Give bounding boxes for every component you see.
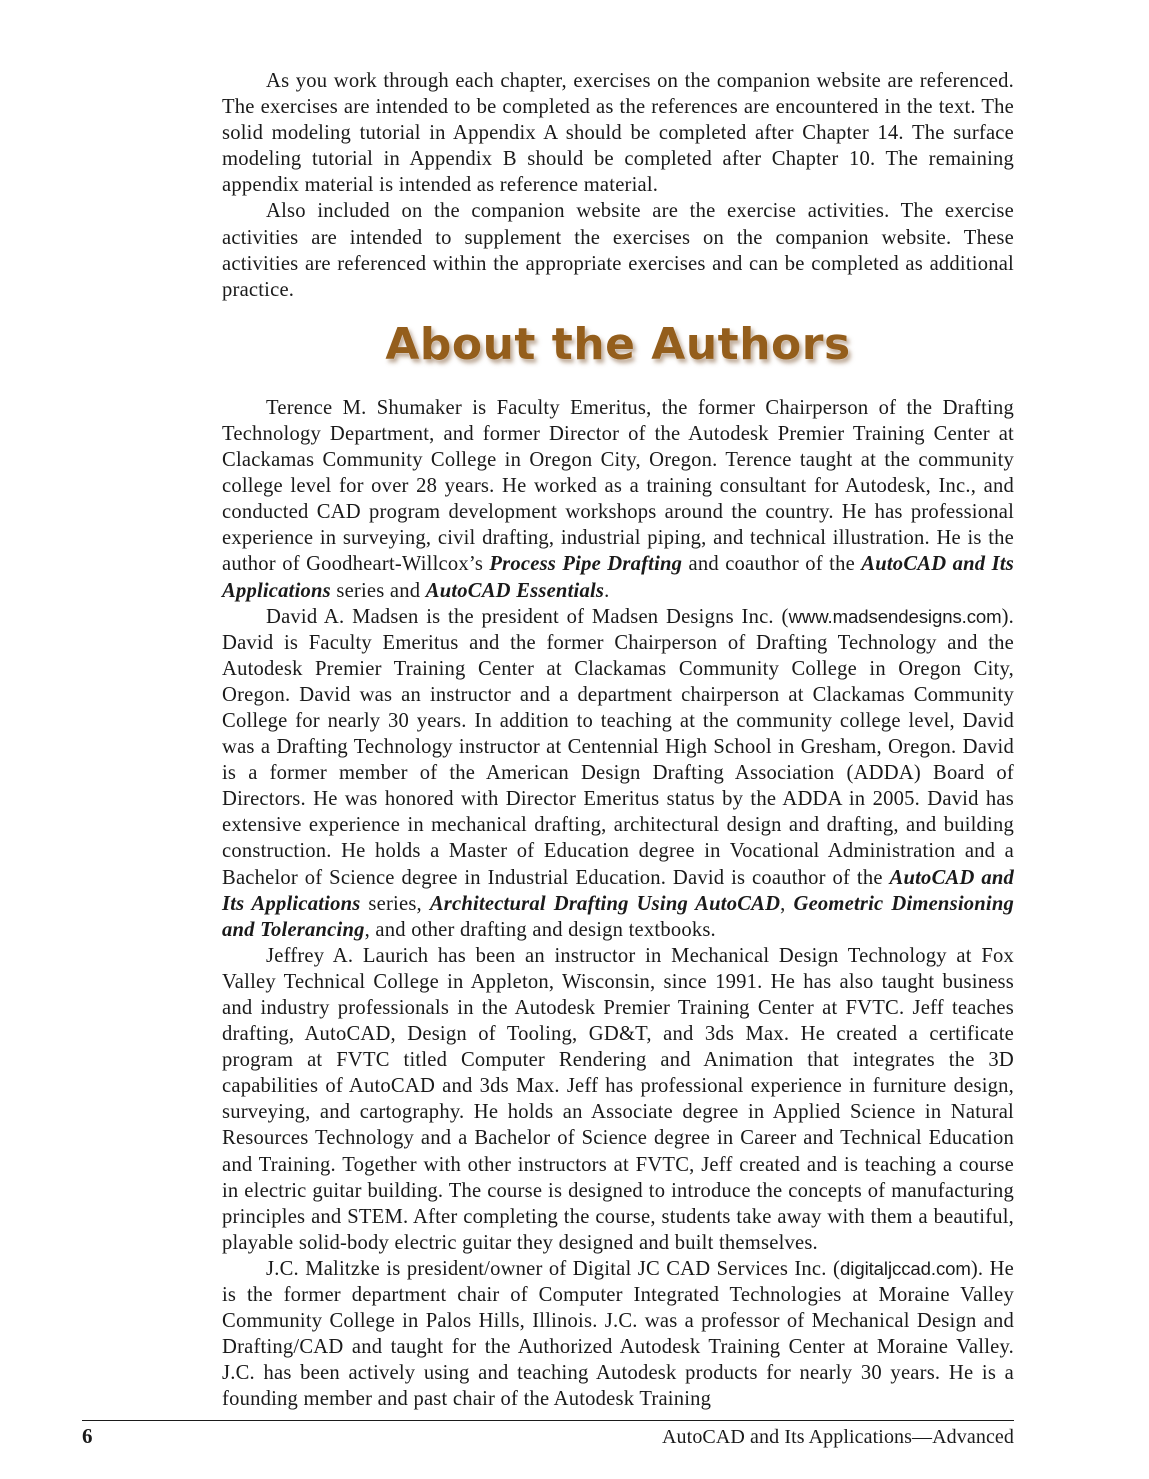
footer-row bbox=[82, 1424, 1014, 1449]
footer-divider bbox=[82, 1420, 1014, 1421]
madsen-text-part-4: , bbox=[780, 892, 794, 915]
madsen-book-title-2: Architectural Drafting Using AutoCAD bbox=[429, 892, 781, 915]
author-paragraph-shumaker bbox=[222, 395, 1014, 604]
madsen-book-title-1: AutoCAD and Its Applications bbox=[222, 866, 1015, 915]
shumaker-book-title-1: Process Pipe Drafting bbox=[489, 553, 683, 576]
author-paragraph-madsen bbox=[222, 604, 1014, 943]
about-the-authors-heading-block bbox=[222, 303, 1014, 395]
malitzke-text-part-2: ). He is the former department chair of Computer Integrated Technologies at Moraine Valley Community College in Palos Hills, Illinois. J.C. was a professor of Mechanical Design and Drafting/CAD and taught for the Authorized Autodesk Training Center at Moraine Valley. J.C. has been actively using and teaching Autodesk products for nearly 30 years. He is a founding member and past chair of the Autodesk Training bbox=[222, 1257, 1014, 1411]
madsen-book-title-3: Geometric Dimensioning and Tolerancing bbox=[222, 892, 1014, 941]
madsen-text-part-3: series, bbox=[360, 892, 430, 915]
shumaker-text-part-1: Terence M. Shumaker is Faculty Emeritus, the former Chairperson of the Drafting Technology Department, and former Director of the Autodesk Premier Training Center at Clackamas Community College in Oregon City, Oregon. Terence taught at the community college level for over 28 years. He worked as a training consultant for Autodesk, Inc., and conducted CAD program development workshops around the country. He has professional experience in surveying, civil drafting, industrial piping, and technical illustration. He is the author of Goodheart-Willcox’s bbox=[222, 396, 1014, 576]
shumaker-book-title-3: AutoCAD Essentials bbox=[425, 579, 605, 602]
madsen-website-url[interactable]: www.madsendesigns.com bbox=[788, 605, 1002, 627]
running-footer-title: AutoCAD and Its Applications—Advanced bbox=[662, 1426, 1014, 1448]
page-footer bbox=[82, 1420, 1014, 1449]
intro-paragraph-2: Also included on the companion website are the exercise activities. The exercise activities are intended to supplement the exercises on the companion website. These activities are referenced within the appropriate exercises and can be completed as additional practice. bbox=[222, 200, 1014, 301]
shumaker-text-part-2: and coauthor of the bbox=[682, 553, 862, 576]
author-paragraph-malitzke bbox=[222, 1256, 1014, 1413]
page-content-column bbox=[222, 68, 1014, 1413]
madsen-text-part-2: ). David is Faculty Emeritus and the former Chairperson of Drafting Technology and the Autodesk Premier Training Center at Clackamas Community College in Oregon City, Oregon. David was an instructor and a department chairperson at Clackamas Community College for nearly 30 years. In addition to teaching at the community college level, David was a Drafting Technology instructor at Centennial High School in Gresham, Oregon. David is a former member of the American Design Drafting Association (ADDA) Board of Directors. He was honored with Director Emeritus status by the ADDA in 2005. David has extensive experience in mechanical drafting, architectural design and drafting, and building construction. He holds a Master of Education degree in Vocational Administration and a Bachelor of Science degree in Industrial Education. David is coauthor of the bbox=[222, 605, 1014, 889]
page-number: 6 bbox=[82, 1424, 93, 1448]
author-paragraph-laurich: Jeffrey A. Laurich has been an instructor in Mechanical Design Technology at Fox Valley Technical College in Appleton, Wisconsin, since 1991. He has also taught business and industry professionals in the Autodesk Premier Training Center at FVTC. Jeff teaches drafting, AutoCAD, Design of Tooling, GD&T, and 3ds Max. He created a certificate program at FVTC titled Computer Rendering and Animation that integrates the 3D capabilities of AutoCAD and 3ds Max. Jeff has professional experience in furniture design, surveying, and cartography. He holds an Associate degree in Applied Science in Natural Resources Technology and a Bachelor of Science degree in Career and Technical Education and Training. Together with other instructors at FVTC, Jeff created and is teaching a course in electric guitar building. The course is designed to introduce the concepts of manufacturing principles and STEM. After completing the course, students take away with them a beautiful, playable solid-body electric guitar they designed and built themselves. bbox=[222, 944, 1014, 1254]
shumaker-text-part-3: series and bbox=[330, 579, 426, 602]
section-heading bbox=[222, 319, 1014, 370]
intro-paragraph-1: As you work through each chapter, exercises on the companion website are referenced. The exercises are intended to be completed as the references are encountered in the text. The solid modeling tutorial in Appendix A should be completed after Chapter 14. The surface modeling tutorial in Appendix B should be completed after Chapter 10. The remaining appendix material is intended as reference material. bbox=[222, 70, 1014, 197]
section-heading-text: About the Authors bbox=[385, 318, 851, 370]
shumaker-book-title-2: AutoCAD and Its Applications bbox=[222, 553, 1014, 602]
shumaker-text-part-4: . bbox=[604, 579, 610, 602]
madsen-text-part-1: David A. Madsen is the president of Madsen Designs Inc. ( bbox=[266, 605, 789, 628]
madsen-text-part-5: , and other drafting and design textbooks. bbox=[364, 918, 716, 941]
malitzke-text-part-1: J.C. Malitzke is president/owner of Digital JC CAD Services Inc. ( bbox=[266, 1257, 841, 1280]
malitzke-website-url[interactable]: digitaljccad.com bbox=[840, 1257, 971, 1279]
